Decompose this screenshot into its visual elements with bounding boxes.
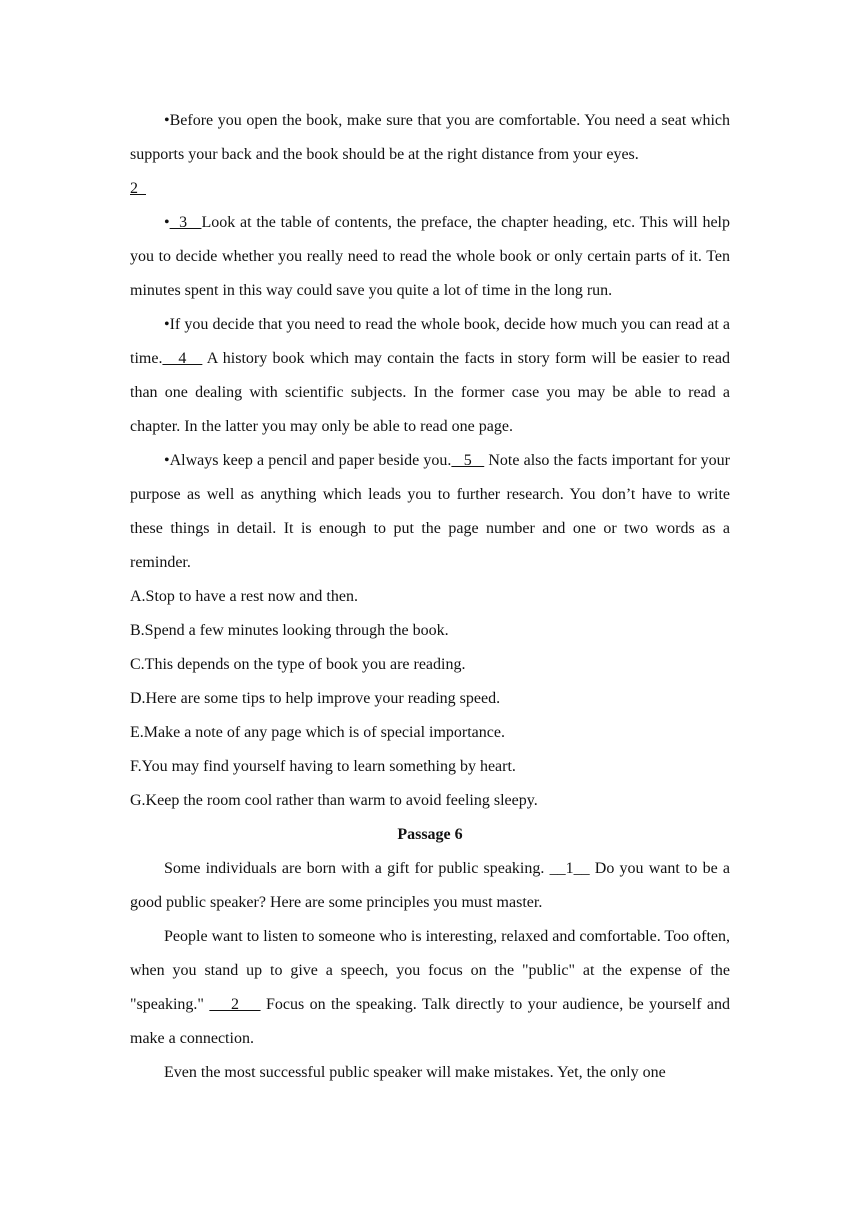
- option-c: C.This depends on the type of book you are reading.: [130, 656, 466, 673]
- paragraph-text: •Always keep a pencil and paper beside you.: [164, 452, 452, 469]
- answer-blank-3[interactable]: 3: [169, 214, 202, 231]
- passage5-blank-2-line: [130, 172, 730, 206]
- passage5-paragraph-4: [130, 444, 730, 580]
- passage5-paragraph-3: [130, 308, 730, 444]
- paragraph-text: Note also the facts important for your purpose as well as anything which leads you to further research. You don’t have to write these things in detail. It is enough to put the page number and one or two words as a reminder.: [130, 452, 731, 571]
- passage6-paragraph-2: [130, 920, 730, 1056]
- answer-blank-4[interactable]: 4: [162, 350, 203, 367]
- paragraph-text: Do you want to be a good public speaker? Here are some principles you must master.: [130, 860, 731, 911]
- option-d: D.Here are some tips to help improve your reading speed.: [130, 690, 501, 707]
- passage6-paragraph-3: [130, 1056, 730, 1090]
- paragraph-text: •If you decide that you need to read the whole book, decide how much you can read at a time.: [130, 316, 730, 367]
- option-g: G.Keep the room cool rather than warm to avoid feeling sleepy.: [130, 792, 538, 809]
- paragraph-text: Some individuals are born with a gift for public speaking.: [164, 860, 550, 877]
- passage5-paragraph-2: [130, 206, 730, 308]
- answer-options: [130, 580, 730, 818]
- paragraph-text: Look at the table of contents, the preface, the chapter heading, etc. This will help you to decide whether you really need to read the whole book or only certain parts of it. Ten minutes spent in this way could save you quite a lot of time in the long run.: [130, 214, 731, 299]
- answer-blank-5[interactable]: 5: [451, 452, 485, 469]
- answer-blank-2b[interactable]: 2: [209, 996, 261, 1013]
- paragraph-text: Even the most successful public speaker will make mistakes. Yet, the only one: [164, 1064, 666, 1081]
- option-f: F.You may find yourself having to learn something by heart.: [130, 758, 516, 775]
- passage5-paragraph-1: [130, 104, 730, 172]
- paragraph-text: A history book which may contain the facts in story form will be easier to read than one dealing with scientific subjects. In the former case you may be able to read a chapter. In the latter you may only be able to read one page.: [130, 350, 731, 435]
- option-e: E.Make a note of any page which is of special importance.: [130, 724, 505, 741]
- passage6-paragraph-1: [130, 852, 730, 920]
- option-b: B.Spend a few minutes looking through the book.: [130, 622, 449, 639]
- answer-blank-1[interactable]: __1__: [549, 860, 590, 877]
- option-a: A.Stop to have a rest now and then.: [130, 588, 358, 605]
- paragraph-text: •Before you open the book, make sure that you are comfortable. You need a seat which supports your back and the book should be at the right distance from your eyes.: [130, 112, 730, 163]
- document-page: [130, 104, 730, 1090]
- passage-title: Passage 6: [397, 826, 463, 843]
- answer-blank-2[interactable]: 2: [130, 180, 146, 197]
- paragraph-text: People want to listen to someone who is interesting, relaxed and comfortable. Too often, when you stand up to give a speech, you focus on the "public" at the expense of the "speaking.": [130, 928, 730, 1013]
- bullet: •: [164, 214, 170, 231]
- paragraph-text: Focus on the speaking. Talk directly to your audience, be yourself and make a connection.: [130, 996, 731, 1047]
